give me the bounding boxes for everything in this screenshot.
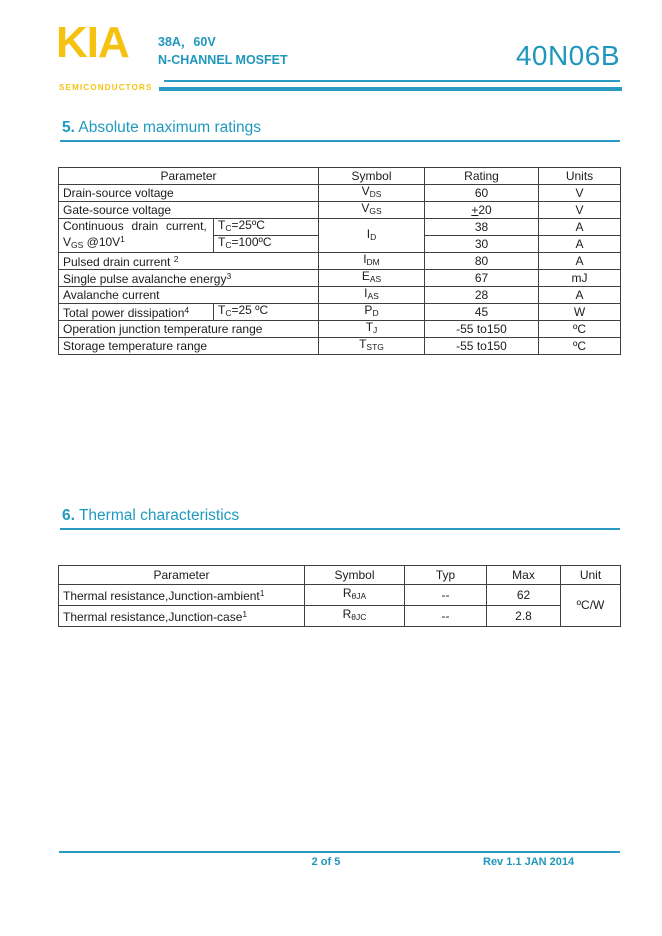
table-cell [59, 219, 214, 253]
cell-text: V [575, 185, 584, 200]
cell-text: 30 [474, 236, 489, 251]
table-row [59, 606, 621, 627]
table-cell [319, 219, 425, 253]
cell-text: 2.8 [515, 608, 532, 623]
table-row [59, 202, 621, 219]
cell-text: Thermal resistance,Junction-case [63, 610, 243, 624]
cell-text: -- [441, 608, 450, 623]
column-header: Typ [405, 566, 487, 585]
table-cell [319, 338, 425, 355]
table-cell [319, 185, 425, 202]
column-header: Units [539, 168, 621, 185]
table-row [59, 253, 621, 270]
cell-text: θJC [351, 612, 367, 622]
section-5-rule [60, 140, 620, 142]
column-header: Rating [425, 168, 539, 185]
cell-text: C [225, 240, 232, 250]
cell-text: E [361, 269, 370, 283]
table-cell [425, 253, 539, 270]
cell-text: R [342, 586, 352, 600]
table-cell [425, 236, 539, 253]
cell-text: T [365, 320, 374, 334]
cell-text: D [370, 231, 377, 242]
table-row [59, 338, 621, 355]
cell-text: P [364, 303, 373, 317]
table-cell [305, 585, 405, 606]
cell-text: 38 [474, 219, 489, 234]
table-row [59, 287, 621, 304]
absolute-maximum-ratings-table [58, 167, 621, 355]
cell-text: Drain-source voltage [63, 185, 174, 200]
table-cell [425, 321, 539, 338]
table-cell [425, 202, 539, 219]
column-header: Symbol [319, 168, 425, 185]
cell-text: A [575, 219, 584, 234]
table-cell [59, 606, 305, 627]
table-cell [539, 185, 621, 202]
table-cell [425, 287, 539, 304]
cell-text: ºC/W [576, 598, 605, 612]
cell-text: 1 [120, 233, 125, 244]
table-cell [425, 219, 539, 236]
table-row [59, 304, 621, 321]
table-cell [59, 270, 319, 287]
table-cell [425, 304, 539, 321]
cell-text: V [575, 202, 584, 217]
table-header-row [59, 566, 621, 585]
cell-text: T [218, 303, 226, 317]
table-row [59, 219, 621, 236]
kia-logo: KIA [56, 18, 129, 67]
table-row [59, 185, 621, 202]
cell-text: AS [367, 291, 379, 301]
table-cell [487, 606, 561, 627]
table-cell [319, 202, 425, 219]
cell-text: Pulsed drain current [63, 255, 174, 269]
cell-text: Gate-source voltage [63, 202, 172, 217]
cell-text: DM [366, 257, 380, 267]
cell-text: T [359, 337, 367, 351]
section-6-number: 6. [62, 507, 75, 524]
cell-text: 45 [474, 304, 489, 319]
table-cell [425, 270, 539, 287]
device-subtitle [158, 33, 288, 69]
cell-text: C [225, 308, 232, 318]
cell-text: 2 [173, 254, 179, 264]
cell-text: 20 [478, 202, 492, 217]
cell-text: AS [369, 274, 382, 284]
table-cell [539, 219, 621, 236]
part-number: 40N06B [515, 40, 620, 71]
table-cell [59, 304, 214, 321]
table-cell [539, 202, 621, 219]
section-5-title: Absolute maximum ratings [78, 119, 262, 136]
table-cell [214, 219, 319, 236]
cell-text: DS [369, 189, 382, 199]
cell-text: Total power dissipation [63, 306, 185, 320]
cell-text: GS [71, 239, 84, 250]
cell-text: T [218, 218, 226, 232]
cell-text: mJ [571, 270, 588, 285]
cell-text: V [361, 201, 370, 215]
section-6-rule [60, 528, 620, 530]
table-cell [59, 202, 319, 219]
table-cell [319, 270, 425, 287]
table-row [59, 321, 621, 338]
section-6-title: Thermal characteristics [78, 507, 240, 524]
cell-text: + [471, 202, 479, 217]
cell-text: 1 [242, 609, 248, 619]
thermal-characteristics-table [58, 565, 621, 627]
cell-text: =25 ºC [231, 303, 269, 317]
cell-text: V [63, 234, 72, 249]
revision-label: Rev 1.1 JAN 2014 [483, 856, 575, 868]
cell-text: A [575, 236, 584, 251]
table-cell [319, 321, 425, 338]
table-cell [539, 287, 621, 304]
cell-text: Avalanche current [63, 287, 160, 302]
table-cell [59, 321, 319, 338]
cell-text: Thermal resistance,Junction-ambient [63, 589, 260, 603]
device-rating-line: 38A，60V [158, 35, 216, 49]
cell-text: I [364, 286, 368, 300]
section-5-heading [62, 119, 261, 137]
cell-text: W [573, 304, 586, 319]
cell-text: ºC [572, 321, 587, 336]
table-cell [539, 304, 621, 321]
section-5-number: 5. [62, 119, 75, 136]
cell-text: -- [441, 587, 450, 602]
cell-text: =100ºC [231, 235, 272, 249]
cell-text: A [575, 253, 584, 268]
table-cell [487, 585, 561, 606]
header-rule-thin [164, 80, 620, 82]
table-cell [59, 185, 319, 202]
cell-text: J [373, 325, 378, 335]
cell-text: 1 [259, 588, 265, 598]
cell-text: 67 [474, 270, 489, 285]
table-cell [539, 338, 621, 355]
cell-text: θJA [351, 591, 367, 601]
table-cell [59, 253, 319, 270]
cell-text: T [218, 235, 226, 249]
table-cell [59, 585, 305, 606]
footer-rule [59, 851, 620, 853]
table-header-row [59, 168, 621, 185]
cell-text: 62 [516, 587, 531, 602]
cell-text: 28 [474, 287, 489, 302]
table-cell [305, 606, 405, 627]
column-header: Parameter [59, 168, 319, 185]
table-cell [214, 304, 319, 321]
cell-text: @10V [83, 234, 121, 249]
table-cell [319, 304, 425, 321]
table-cell [425, 185, 539, 202]
cell-text: -55 to150 [456, 321, 507, 336]
table-cell [405, 585, 487, 606]
table-cell [59, 338, 319, 355]
cell-text: I [363, 252, 367, 266]
cell-text: D [372, 308, 379, 318]
cell-text: V [361, 184, 370, 198]
section-6-heading [62, 507, 239, 525]
column-header: Symbol [305, 566, 405, 585]
table-cell [539, 270, 621, 287]
cell-text: Continuous drain current, [63, 218, 207, 233]
column-header: Max [487, 566, 561, 585]
table-cell [539, 321, 621, 338]
kia-logo-subtext: SEMICONDUCTORS [59, 83, 153, 92]
cell-text: 80 [474, 253, 489, 268]
cell-text: I [366, 226, 371, 241]
cell-text: 3 [226, 271, 232, 281]
table-row [59, 585, 621, 606]
table-cell [425, 338, 539, 355]
device-type-line: N-CHANNEL MOSFET [158, 53, 288, 67]
cell-text: A [575, 287, 584, 302]
column-header: Unit [561, 566, 621, 585]
column-header: Parameter [59, 566, 305, 585]
table-cell [319, 287, 425, 304]
cell-text: GS [369, 206, 382, 216]
cell-text: =25ºC [231, 218, 265, 232]
table-cell [59, 287, 319, 304]
cell-text: C [225, 223, 232, 233]
table-cell [539, 236, 621, 253]
table-row [59, 270, 621, 287]
cell-text: -55 to150 [456, 338, 507, 353]
page-number: 2 of 5 [311, 856, 341, 868]
cell-text: Operation junction temperature range [63, 321, 263, 336]
cell-text: Single pulse avalanche energy [63, 272, 227, 286]
cell-text: Storage temperature range [63, 338, 208, 353]
table-cell [539, 253, 621, 270]
header-rule-thick [159, 87, 622, 91]
table-cell [405, 606, 487, 627]
cell-text: 4 [184, 305, 190, 315]
cell-text: 60 [474, 185, 489, 200]
table-cell [561, 585, 621, 627]
cell-text: STG [366, 342, 384, 352]
table-cell [214, 236, 319, 253]
cell-text: ºC [572, 338, 587, 353]
cell-text: R [342, 607, 352, 621]
table-cell [319, 253, 425, 270]
